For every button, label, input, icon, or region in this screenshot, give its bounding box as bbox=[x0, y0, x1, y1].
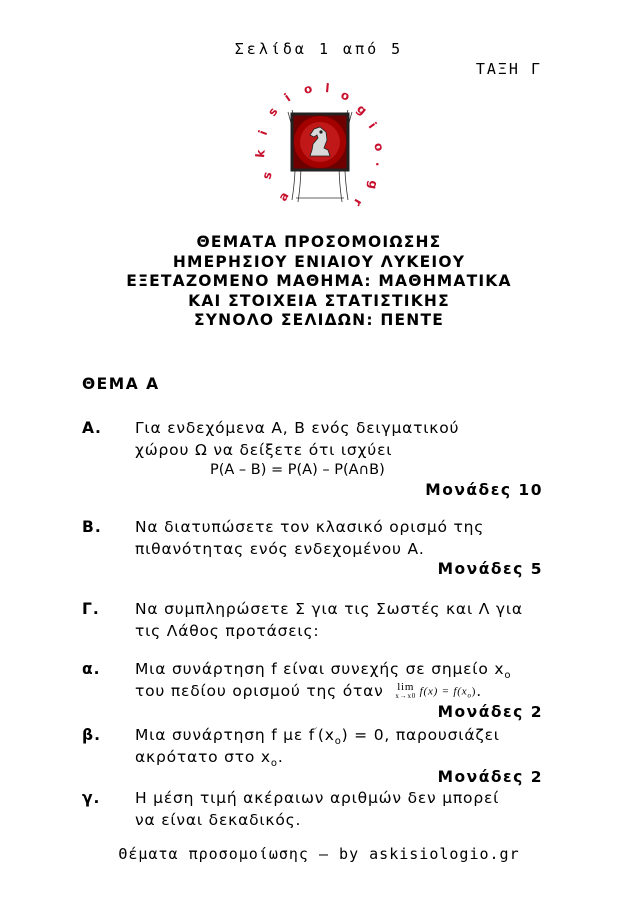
logo-letter: s bbox=[264, 104, 281, 119]
marks-label: Μονάδες 2 bbox=[437, 703, 543, 721]
page-number: Σελίδα 1 από 5 bbox=[234, 40, 404, 58]
marks-label: Μονάδες 5 bbox=[437, 560, 543, 578]
logo-letter: . bbox=[373, 161, 388, 167]
subitem-letter: β. bbox=[82, 726, 101, 744]
title-line: ΣΥΝΟΛΟ ΣΕΛΙΔΩΝ: ΠΕΝΤΕ bbox=[193, 311, 445, 329]
askisiologio-logo bbox=[230, 80, 410, 220]
subitem-letter: γ. bbox=[82, 789, 101, 807]
subitem-text: του πεδίου ορισμού της όταν lim x→x0 $f(x) = f(x_o)$. bbox=[135, 680, 482, 700]
logo-letter: k bbox=[253, 149, 268, 159]
title-line: ΕΞΕΤΑΖΟΜΕΝΟ ΜΑΘΗΜΑ: ΜΑΘΗΜΑΤΙΚΑ bbox=[126, 272, 512, 290]
logo-letter: g bbox=[365, 179, 381, 191]
logo-letter: o bbox=[338, 87, 352, 104]
logo-letter: o bbox=[371, 141, 387, 153]
logo-letter: i bbox=[255, 128, 271, 138]
item-text: χώρου Ω να δείξετε ότι ισχύει bbox=[135, 441, 393, 459]
logo-letter: i bbox=[365, 119, 380, 132]
title-line: ΚΑΙ ΣΤΟΙΧΕΙΑ ΣΤΑΤΙΣΤΙΚΗΣ bbox=[188, 291, 450, 310]
subitem-text: ακρότατο στο $x_o$. bbox=[135, 748, 284, 770]
section-title: ΘΕΜΑ Α bbox=[82, 375, 160, 393]
logo-letter: a bbox=[275, 189, 292, 204]
page-footer: Θέματα προσομοίωσης – by askisiologio.gr bbox=[118, 845, 520, 863]
logo-letter: l bbox=[324, 81, 331, 96]
subitem-text: Μια συνάρτηση f είναι συνεχής σε σημείο $x_o$ bbox=[135, 660, 512, 682]
subitem-text: Η μέση τιμή ακέραιων αριθμών δεν μπορεί bbox=[135, 789, 500, 807]
marks-label: Μονάδες 2 bbox=[437, 768, 543, 786]
subitem-letter: α. bbox=[82, 660, 101, 678]
item-text: πιθανότητας ενός ενδεχομένου Α. bbox=[135, 540, 425, 558]
logo-letter: s bbox=[259, 170, 275, 181]
marks-label: Μονάδες 10 bbox=[425, 481, 543, 499]
item-text: Να διατυπώσετε τον κλασικό ορισμό της bbox=[135, 518, 485, 536]
logo-letter: o bbox=[302, 81, 314, 97]
logo-letter: r bbox=[350, 196, 366, 209]
subitem-text: να είναι δεκαδικός. bbox=[135, 811, 302, 829]
logo-letter: g bbox=[354, 101, 370, 118]
title-line: ΘΕΜΑΤΑ ΠΡΟΣΟΜΟΙΩΣΗΣ bbox=[196, 233, 442, 251]
exam-title bbox=[0, 233, 638, 331]
title-line: ΗΜΕΡΗΣΙΟΥ ΕΝΙΑΙΟΥ ΛΥΚΕΙΟΥ bbox=[172, 252, 466, 271]
limit-expression: lim x→x0 $f(x) = f(x_o)$ bbox=[395, 680, 477, 700]
class-label: ΤΑΞΗ Γ bbox=[475, 60, 542, 78]
item-text: Να συμπληρώσετε Σ για τις Σωστές και Λ για bbox=[135, 600, 523, 618]
probability-formula: P(A – B) = P(A) – P(A∩B) bbox=[210, 462, 385, 478]
item-letter: Γ. bbox=[82, 600, 100, 618]
item-letter: Α. bbox=[82, 419, 102, 437]
item-text: τις Λάθος προτάσεις: bbox=[135, 622, 320, 640]
subitem-text: Μια συνάρτηση f με $f'(x_o) = 0$, παρουσιάζει bbox=[135, 726, 500, 748]
item-letter: Β. bbox=[82, 518, 102, 536]
logo-letter: i bbox=[281, 90, 294, 105]
item-text: Για ενδεχόμενα Α, Β ενός δειγματικού bbox=[135, 419, 460, 437]
